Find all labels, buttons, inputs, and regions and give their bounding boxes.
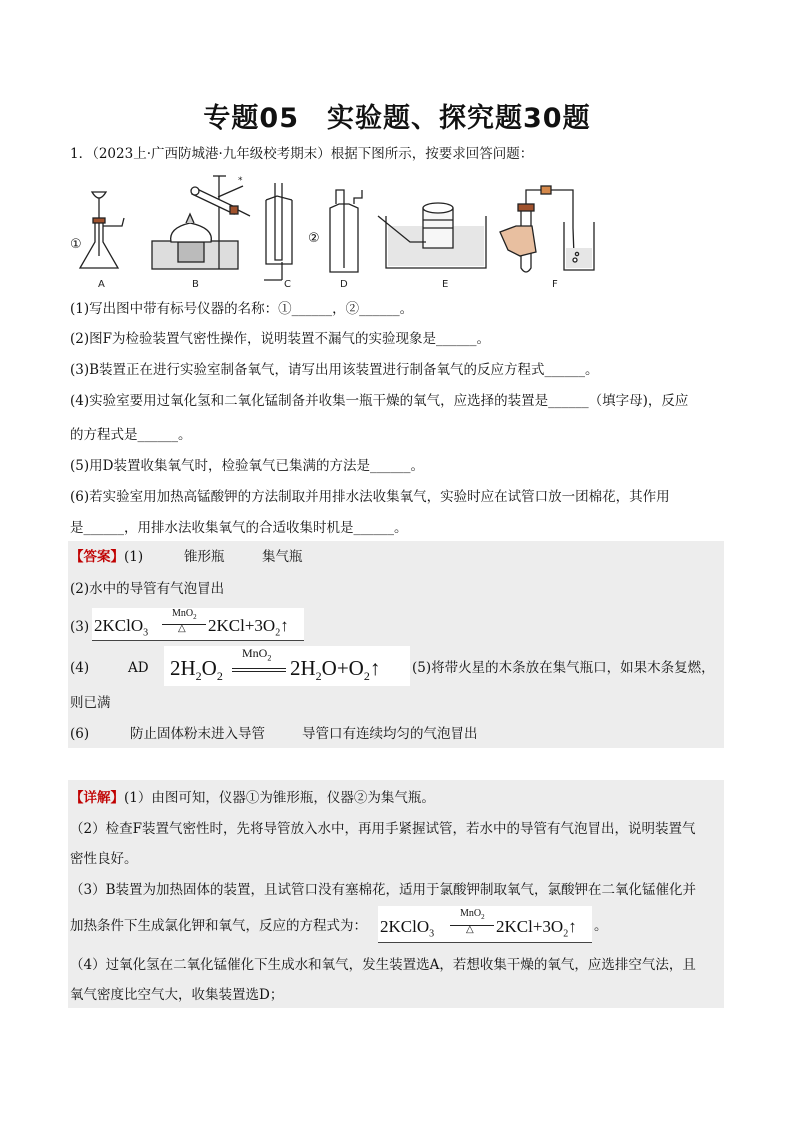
- question-header: 1．（2023上·广西防城港·九年级校考期末）根据下图所示，按要求回答问题：: [70, 146, 534, 162]
- marker-1: ①: [70, 237, 82, 252]
- label-f: F: [552, 279, 558, 290]
- question-part-2: (2)图F为检验装置气密性操作，说明装置不漏气的实验现象是______。: [70, 331, 490, 347]
- label-e: E: [442, 279, 449, 290]
- detail-line-4: （4）过氧化氢在二氧化锰催化下生成水和氧气，发生装置选A，若想收集干燥的氧气，应选排空气法，且: [70, 957, 696, 973]
- equation-kclo3-detail: 2KClO$_3$ MnO$_2$ △ $2KCl+3O_2↑$: [378, 906, 592, 943]
- answer-1-value-1: 锥形瓶: [184, 549, 225, 565]
- answer-6-value-2: 导管口有连续均匀的气泡冒出: [302, 726, 478, 742]
- answer-line-5: (5)将带火星的木条放在集气瓶口，如果木条复燃，: [412, 660, 715, 676]
- label-d: D: [340, 279, 348, 290]
- detail-line-3: （3）B装置为加热固体的装置，且试管口没有塞棉花，适用于氯酸钾制取氧气，氯酸钾在二氧化锰催化并: [70, 882, 697, 898]
- answer-line-4: [70, 657, 160, 679]
- answer-block: [68, 541, 724, 748]
- label-c: C: [284, 279, 291, 290]
- detail-line-1: 【详解】(1）由图可知，仪器①为锥形瓶，仪器②为集气瓶。: [70, 790, 435, 806]
- apparatus-figure: [68, 168, 608, 290]
- question-part-1: (1)写出图中带有标号仪器的名称：①______，②______。: [70, 301, 414, 317]
- label-b: B: [192, 279, 199, 290]
- answer-4-value: AD: [128, 660, 149, 676]
- answer-4-num: (4): [70, 660, 90, 676]
- detail-line-2: （2）检查F装置气密性时，先将导管放入水中，再用手紧握试管，若水中的导管有气泡冒出，说明装置气: [70, 821, 696, 837]
- detail-label: 【详解】: [70, 790, 124, 806]
- equation-h2o2: $2H_2O_2$ MnO$_2$ $2H_2O+O_2↑$: [164, 646, 410, 686]
- answer-label: 【答案】: [70, 549, 124, 565]
- detail-line-2-cont: 密性良好。: [70, 851, 138, 867]
- detail-line-3-cont: 加热条件下生成氯化钾和氧气，反应的方程式为：: [70, 918, 367, 934]
- answer-line-2: (2)水中的导管有气泡冒出: [70, 581, 225, 597]
- question-part-6-cont: 是______，用排水法收集氧气的合适收集时机是______。: [70, 520, 408, 536]
- equation-kclo3: 2KClO$_3$ MnO$_2$ △ $2KCl+3O_2↑$: [92, 608, 304, 641]
- answer-line-1: [70, 546, 725, 568]
- marker-2: ②: [308, 231, 320, 246]
- answer-6-value-1: 防止固体粉末进入导管: [130, 726, 265, 742]
- question-part-4: (4)实验室要用过氧化氢和二氧化锰制备并收集一瓶干燥的氧气，应选择的装置是______（填字母)，反应: [70, 393, 689, 409]
- answer-line-5-cont: 则已满: [70, 695, 111, 711]
- answer-1-value-2: 集气瓶: [262, 549, 303, 565]
- question-part-5: (5)用D装置收集氧气时，检验氧气已集满的方法是______。: [70, 458, 424, 474]
- question-part-3: (3)B装置正在进行实验室制备氧气，请写出用该装置进行制备氧气的反应方程式______。: [70, 362, 599, 378]
- label-a: A: [98, 279, 105, 290]
- question-part-4-cont: 的方程式是______。: [70, 427, 192, 443]
- answer-6-num: (6): [70, 726, 90, 742]
- svg-text:*: *: [238, 176, 243, 186]
- detail-line-3-end: 。: [594, 918, 608, 934]
- answer-3-num: (3): [70, 619, 90, 635]
- page-title: 专题05 实验题、探究题30题: [203, 103, 591, 134]
- detail-line-4-cont: 氧气密度比空气大，收集装置选D；: [70, 987, 284, 1003]
- question-part-6: (6)若实验室用加热高锰酸钾的方法制取并用排水法收集氧气，实验时应在试管口放一团棉花，其作用: [70, 489, 670, 505]
- answer-line-6: [70, 723, 725, 745]
- answer-1-num: (1): [124, 549, 144, 565]
